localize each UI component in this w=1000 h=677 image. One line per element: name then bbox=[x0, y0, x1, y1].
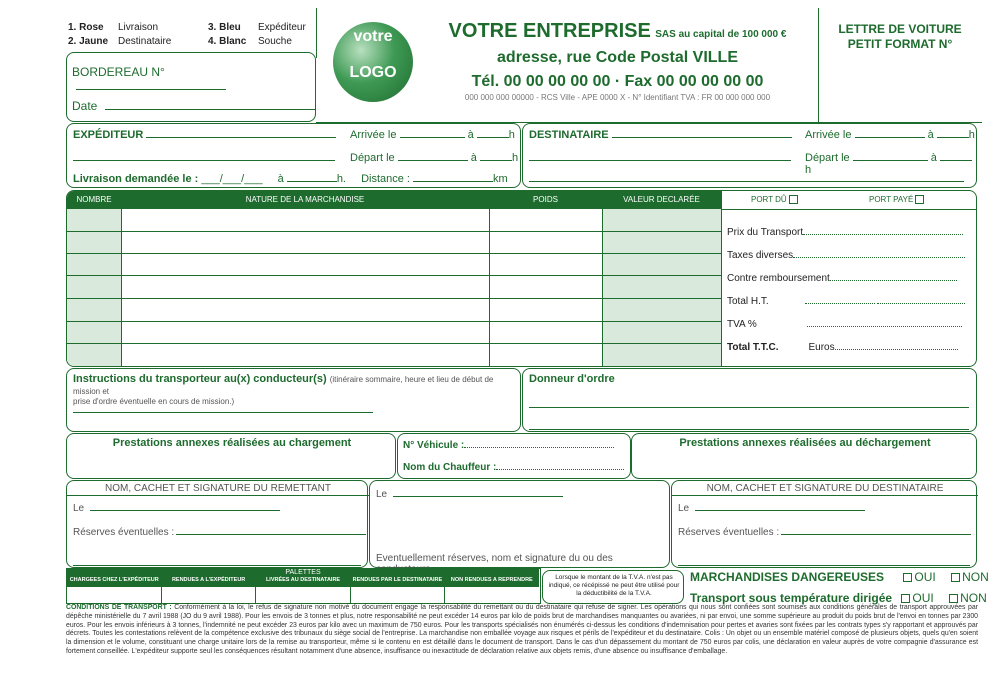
copy-legend-left bbox=[68, 21, 208, 49]
palettes-col: CHARGEES CHEZ L'EXPÉDITEUR bbox=[69, 577, 159, 583]
price-label: Prix du Transport bbox=[727, 227, 804, 238]
remettant-date-field[interactable] bbox=[90, 510, 280, 511]
company-header bbox=[420, 20, 815, 102]
price-field[interactable] bbox=[803, 234, 963, 235]
le-label: Le bbox=[678, 503, 690, 514]
presta-dechargement-box bbox=[631, 433, 977, 479]
destinataire-field-2[interactable] bbox=[529, 160, 791, 161]
date-field[interactable] bbox=[105, 109, 315, 110]
company-logo bbox=[333, 22, 413, 102]
price-field[interactable] bbox=[805, 303, 875, 304]
le-label: Le bbox=[73, 503, 85, 514]
temperature-row bbox=[690, 591, 987, 605]
conducteur-date-field[interactable] bbox=[393, 496, 563, 497]
tva-note: Lorsque le montant de la T.V.A. n'est pas indiqué, ce récépissé ne peut être utilisé pour la déductibilité de la T.V.A. bbox=[548, 574, 680, 597]
instructions-box bbox=[66, 368, 521, 432]
presta-chargement-box bbox=[66, 433, 396, 479]
h-label: h. bbox=[336, 173, 346, 185]
destinataire-title: DESTINATAIRE bbox=[529, 129, 609, 141]
destinataire-box bbox=[522, 123, 977, 188]
arrivee-date-field[interactable] bbox=[855, 137, 925, 138]
conducteur-box bbox=[369, 480, 670, 568]
logo-line1: votre bbox=[353, 28, 393, 45]
depart-label: Départ le bbox=[350, 152, 395, 164]
euros-label: Euros bbox=[808, 342, 835, 353]
palettes-col: NON RENDUES A REPRENDRE bbox=[450, 577, 533, 583]
port-du-label: PORT DÛ bbox=[751, 195, 787, 204]
destinataire-field-3[interactable] bbox=[529, 181, 964, 182]
arrivee-label: Arrivée le bbox=[805, 129, 852, 141]
conducteur-reserves-label: Eventuellement réserves, nom et signature du ou des bbox=[376, 553, 613, 564]
h-label: h bbox=[805, 164, 812, 176]
copy-dest: Souche bbox=[258, 36, 292, 47]
palettes-col: RENDUES A L'EXPÉDITEUR bbox=[171, 577, 246, 583]
km-label: km bbox=[493, 173, 508, 185]
instructions-field[interactable] bbox=[73, 412, 373, 413]
conditions-text bbox=[66, 604, 978, 657]
price-label: Total T.T.C. bbox=[727, 342, 779, 353]
price-field[interactable] bbox=[830, 280, 957, 281]
title-line2: PETIT FORMAT N° bbox=[847, 37, 953, 51]
depart-label: Départ le bbox=[805, 152, 850, 164]
remettant-reserves-field-2[interactable] bbox=[73, 565, 361, 566]
remettant-reserves-field[interactable] bbox=[176, 534, 366, 535]
reserves-label: Réserves éventuelles : bbox=[73, 527, 175, 538]
chauffeur-label: Nom du Chauffeur : bbox=[403, 462, 497, 473]
expediteur-box bbox=[66, 123, 521, 188]
a-label: à bbox=[927, 129, 934, 141]
expediteur-title: EXPÉDITEUR bbox=[73, 129, 144, 141]
price-field[interactable] bbox=[793, 257, 965, 258]
port-du[interactable] bbox=[751, 195, 800, 204]
destinataire-field[interactable] bbox=[612, 137, 792, 138]
arrivee-date-field[interactable] bbox=[400, 137, 465, 138]
copy-num: 1. Rose bbox=[68, 22, 104, 33]
vehicule-box bbox=[397, 433, 631, 479]
donneur-field-2[interactable] bbox=[529, 429, 969, 430]
donneur-title: Donneur d'ordre bbox=[529, 373, 615, 385]
non-label: NON bbox=[962, 570, 989, 584]
port-paye-checkbox[interactable] bbox=[915, 195, 924, 204]
bordereau-field[interactable] bbox=[76, 89, 226, 90]
le-label: Le bbox=[376, 489, 388, 500]
destinataire-sig-reserves-field-2[interactable] bbox=[678, 565, 970, 566]
copy-dest: Destinataire bbox=[118, 36, 172, 47]
price-list bbox=[727, 221, 972, 359]
port-paye-label: PORT PAYÉ bbox=[869, 195, 914, 204]
bordereau-label: BORDEREAU N° bbox=[72, 65, 165, 79]
instructions-note-2: prise d'ordre éventuelle en cours de mission.) bbox=[73, 397, 235, 406]
h-label: h bbox=[968, 129, 975, 141]
vehicule-label: N° Véhicule : bbox=[403, 440, 465, 451]
price-field[interactable] bbox=[807, 326, 962, 327]
remettant-box bbox=[66, 480, 368, 568]
tva-note-box bbox=[542, 570, 684, 604]
oui-label: OUI bbox=[912, 591, 934, 605]
depart-hour-field[interactable] bbox=[480, 160, 512, 161]
danger-non-checkbox[interactable] bbox=[951, 573, 960, 582]
bordereau-box bbox=[66, 52, 316, 122]
document-title bbox=[820, 22, 980, 52]
header-nature: NATURE DE LA MARCHANDISE bbox=[245, 195, 365, 204]
distance-field[interactable] bbox=[413, 181, 493, 182]
price-label: Contre remboursement bbox=[727, 273, 830, 284]
instructions-field-2[interactable] bbox=[73, 431, 513, 432]
oui-label: OUI bbox=[914, 570, 936, 584]
vehicule-field[interactable] bbox=[464, 447, 614, 448]
copy-num: 3. Bleu bbox=[208, 22, 241, 33]
conditions-title: CONDITIONS DE TRANSPORT : bbox=[66, 604, 172, 611]
non-label: NON bbox=[960, 591, 987, 605]
depart-date-field[interactable] bbox=[398, 160, 468, 161]
expediteur-field-2[interactable] bbox=[73, 160, 335, 161]
remettant-title: NOM, CACHET ET SIGNATURE DU REMETTANT bbox=[105, 483, 331, 494]
company-address: adresse, rue Code Postal VILLE bbox=[497, 49, 738, 66]
price-field[interactable] bbox=[877, 303, 965, 304]
a-label: à bbox=[467, 129, 474, 141]
a-label: à bbox=[470, 152, 477, 164]
copy-dest: Expéditeur bbox=[258, 22, 306, 33]
temp-non-checkbox[interactable] bbox=[949, 594, 958, 603]
copy-dest: Livraison bbox=[118, 22, 159, 33]
goods-table bbox=[66, 190, 977, 367]
h-label: h bbox=[511, 152, 519, 164]
company-ids: 000 000 000 00000 - RCS Ville - APE 0000 X - N° Identifiant TVA : FR 00 000 000 000 bbox=[464, 93, 771, 102]
title-line1: LETTRE DE VOITURE bbox=[838, 22, 962, 36]
copy-num: 4. Blanc bbox=[208, 36, 247, 47]
livraison-hour-field[interactable] bbox=[287, 181, 337, 182]
arrivee-hour-field[interactable] bbox=[937, 137, 969, 138]
price-label: TVA % bbox=[727, 319, 757, 330]
arrivee-hour-field[interactable] bbox=[477, 137, 509, 138]
distance-label: Distance : bbox=[361, 173, 410, 185]
palettes-box bbox=[66, 568, 541, 604]
donneur-box bbox=[522, 368, 977, 432]
arrivee-label: Arrivée le bbox=[350, 129, 397, 141]
header-poids: POIDS bbox=[533, 195, 558, 204]
port-paye[interactable] bbox=[869, 195, 926, 204]
palettes-title: PALETTES bbox=[285, 569, 321, 576]
a-label: à bbox=[930, 152, 937, 164]
depart-date-field[interactable] bbox=[853, 160, 928, 161]
depart-hour-field[interactable] bbox=[940, 160, 972, 161]
danger-label: MARCHANDISES DANGEREUSES bbox=[690, 570, 885, 584]
palettes-col: RENDUES PAR LE DESTINATAIRE bbox=[352, 577, 443, 583]
danger-oui-checkbox[interactable] bbox=[903, 573, 912, 582]
h-label: h bbox=[508, 129, 515, 141]
danger-row bbox=[690, 570, 989, 584]
company-capital: SAS au capital de 100 000 € bbox=[655, 29, 787, 40]
palettes-cols bbox=[67, 577, 539, 583]
livraison-label: Livraison demandée le : bbox=[73, 173, 199, 185]
header-nombre: NOMBRE bbox=[76, 195, 112, 204]
instructions-title: Instructions du transporteur au(x) conducteur(s) bbox=[73, 373, 327, 385]
copy-legend-right bbox=[208, 21, 318, 49]
company-name: VOTRE ENTREPRISE bbox=[448, 20, 651, 42]
destinataire-sig-reserves-field[interactable] bbox=[781, 534, 971, 535]
port-du-checkbox[interactable] bbox=[789, 195, 798, 204]
expediteur-field[interactable] bbox=[146, 137, 336, 138]
price-label: Total H.T. bbox=[727, 296, 769, 307]
a-label: à bbox=[277, 173, 284, 185]
conditions-body: Conformément à la loi, le refus de signature non motivé du document engage la responsabilité du remettant ou du destinataire qui refuse de signer. Les opérations qui nous sont confiées sont soumises aux conditions générales de transport approuvées par dépêche ministérielle du 7 avril 1988 (JO du 9 avril 1988). Pour les envois de 3 tonnes et plus, notre responsabilité ne peut excéder 14 euros par kilo de poids brut de marchandises manquantes ou avariées, ni par envoi, une somme supérieure au produit du poids brut de l'envoi en tonnes par 2300 euros. Pour les envois inférieurs à 3 tonnes, l'indemnité ne peut excéder 23 euros par kilo avec un maximum de 750 euros. Pour les transports spécialisés non énumérés ci-dessus les conditions d'indemnisation pour pertes et avaries sont fixées par les contrats types s'y rapportant et approuvés par décrets. Toutes les contestations relèvent de la compétence exclusive des tribunaux du siège social de l'entreprise. La marchandise non emballée voyage aux risques et périls de l'expéditeur et du destinataire. Colis : Un objet ou un ensemble matériel composé de plusieurs objets, quels qu'en soient la dimension et le volume, constituant une charge unitaire lors de la remise au transporteur, même si le contenu en est détaillé dans le document de transport. Dans le cas d'un dépassement du montant de 750 euros par colis, une déclaration en valeur auprès de votre compagnie d'assurance est fortement conseillée. L'expéditeur supporte seul les conséquences résultant notamment d'une absence, insuffisance ou inexactitude de déclaration relative aux objets remis, d'une absence ou insuffisance d'emballage. bbox=[66, 604, 978, 655]
company-phone: Tél. 00 00 00 00 00 · Fax 00 00 00 00 00 bbox=[471, 73, 764, 90]
copy-num: 2. Jaune bbox=[68, 36, 109, 47]
price-field[interactable] bbox=[835, 349, 958, 350]
instructions-note: (itinéraire sommaire, heure et lieu de début de mission et bbox=[73, 375, 494, 396]
date-label: Date bbox=[72, 99, 98, 113]
chauffeur-field[interactable] bbox=[496, 469, 624, 470]
logo-line2: LOGO bbox=[349, 64, 397, 81]
livraison-date-field[interactable]: ___/___/___ bbox=[201, 173, 263, 185]
presta-dechargement-title: Prestations annexes réalisées au déchargement bbox=[679, 437, 931, 449]
reserves-label: Réserves éventuelles : bbox=[678, 527, 780, 538]
destinataire-sig-date-field[interactable] bbox=[695, 510, 865, 511]
destinataire-sig-title: NOM, CACHET ET SIGNATURE DU DESTINATAIRE bbox=[706, 483, 944, 494]
destinataire-sig-box bbox=[671, 480, 977, 568]
donneur-field[interactable] bbox=[529, 407, 969, 408]
price-label: Taxes diverses bbox=[727, 250, 794, 261]
temp-oui-checkbox[interactable] bbox=[901, 594, 910, 603]
presta-chargement-title: Prestations annexes réalisées au chargement bbox=[112, 437, 352, 449]
header-valeur: VALEUR DECLARÉE bbox=[623, 195, 700, 204]
temperature-label: Transport sous température dirigée bbox=[690, 591, 893, 605]
palettes-col: LIVRÉES AU DESTINATAIRE bbox=[265, 577, 341, 583]
